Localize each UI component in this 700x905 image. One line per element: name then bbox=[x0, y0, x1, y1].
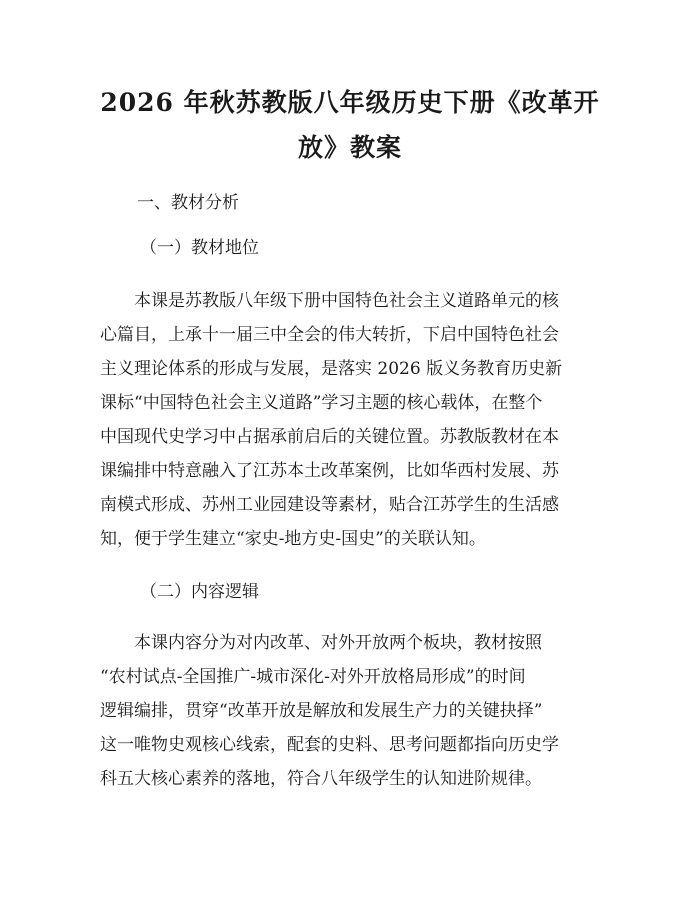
paragraph-line: 知，便于学生建立“家史-地方史-国史”的关联认知。 bbox=[100, 529, 486, 549]
document-title-line-2: 放》教案 bbox=[297, 133, 402, 162]
paragraph-line: 本课是苏教版八年级下册中国特色社会主义道路单元的核 bbox=[100, 291, 559, 311]
paragraph-line: 南模式形成、苏州工业园建设等素材，贴合江苏学生的生活感 bbox=[100, 495, 559, 515]
paragraph-line: 课编排中特意融入了江苏本土改革案例，比如华西村发展、苏 bbox=[100, 461, 559, 481]
paragraph-line: “农村试点-全国推广-城市深化-对外开放格局形成”的时间 bbox=[100, 667, 526, 687]
paragraph-textbook-position bbox=[100, 284, 600, 556]
paragraph-line: 逻辑编排，贯穿“改革开放是解放和发展生产力的关键抉择” bbox=[100, 701, 543, 721]
paragraph-content-logic bbox=[100, 626, 600, 796]
paragraph-line: 主义理论体系的形成与发展，是落实 2026 版义务教育历史新 bbox=[100, 359, 563, 379]
paragraph-line: 本课内容分为对内改革、对外开放两个板块，教材按照 bbox=[100, 633, 542, 653]
paragraph-line: 科五大核心素养的落地，符合八年级学生的认知进阶规律。 bbox=[100, 769, 542, 789]
subsection-heading-content-logic: （二）内容逻辑 bbox=[140, 582, 259, 602]
paragraph-line: 这一唯物史观核心线索，配套的史料、思考问题都指向历史学 bbox=[100, 735, 559, 755]
paragraph-line: 心篇目，上承十一届三中全会的伟大转折，下启中国特色社会 bbox=[100, 325, 559, 345]
document-title-line-1: 2026 年秋苏教版八年级历史下册《改革开 bbox=[100, 88, 600, 117]
subsection-heading-textbook-position: （一）教材地位 bbox=[140, 238, 259, 258]
section-heading-textbook-analysis: 一、教材分析 bbox=[137, 193, 239, 213]
paragraph-line: 课标“中国特色社会主义道路”学习主题的核心载体，在整个 bbox=[100, 393, 543, 413]
paragraph-line: 中国现代史学习中占据承前启后的关键位置。苏教版教材在本 bbox=[100, 427, 559, 447]
